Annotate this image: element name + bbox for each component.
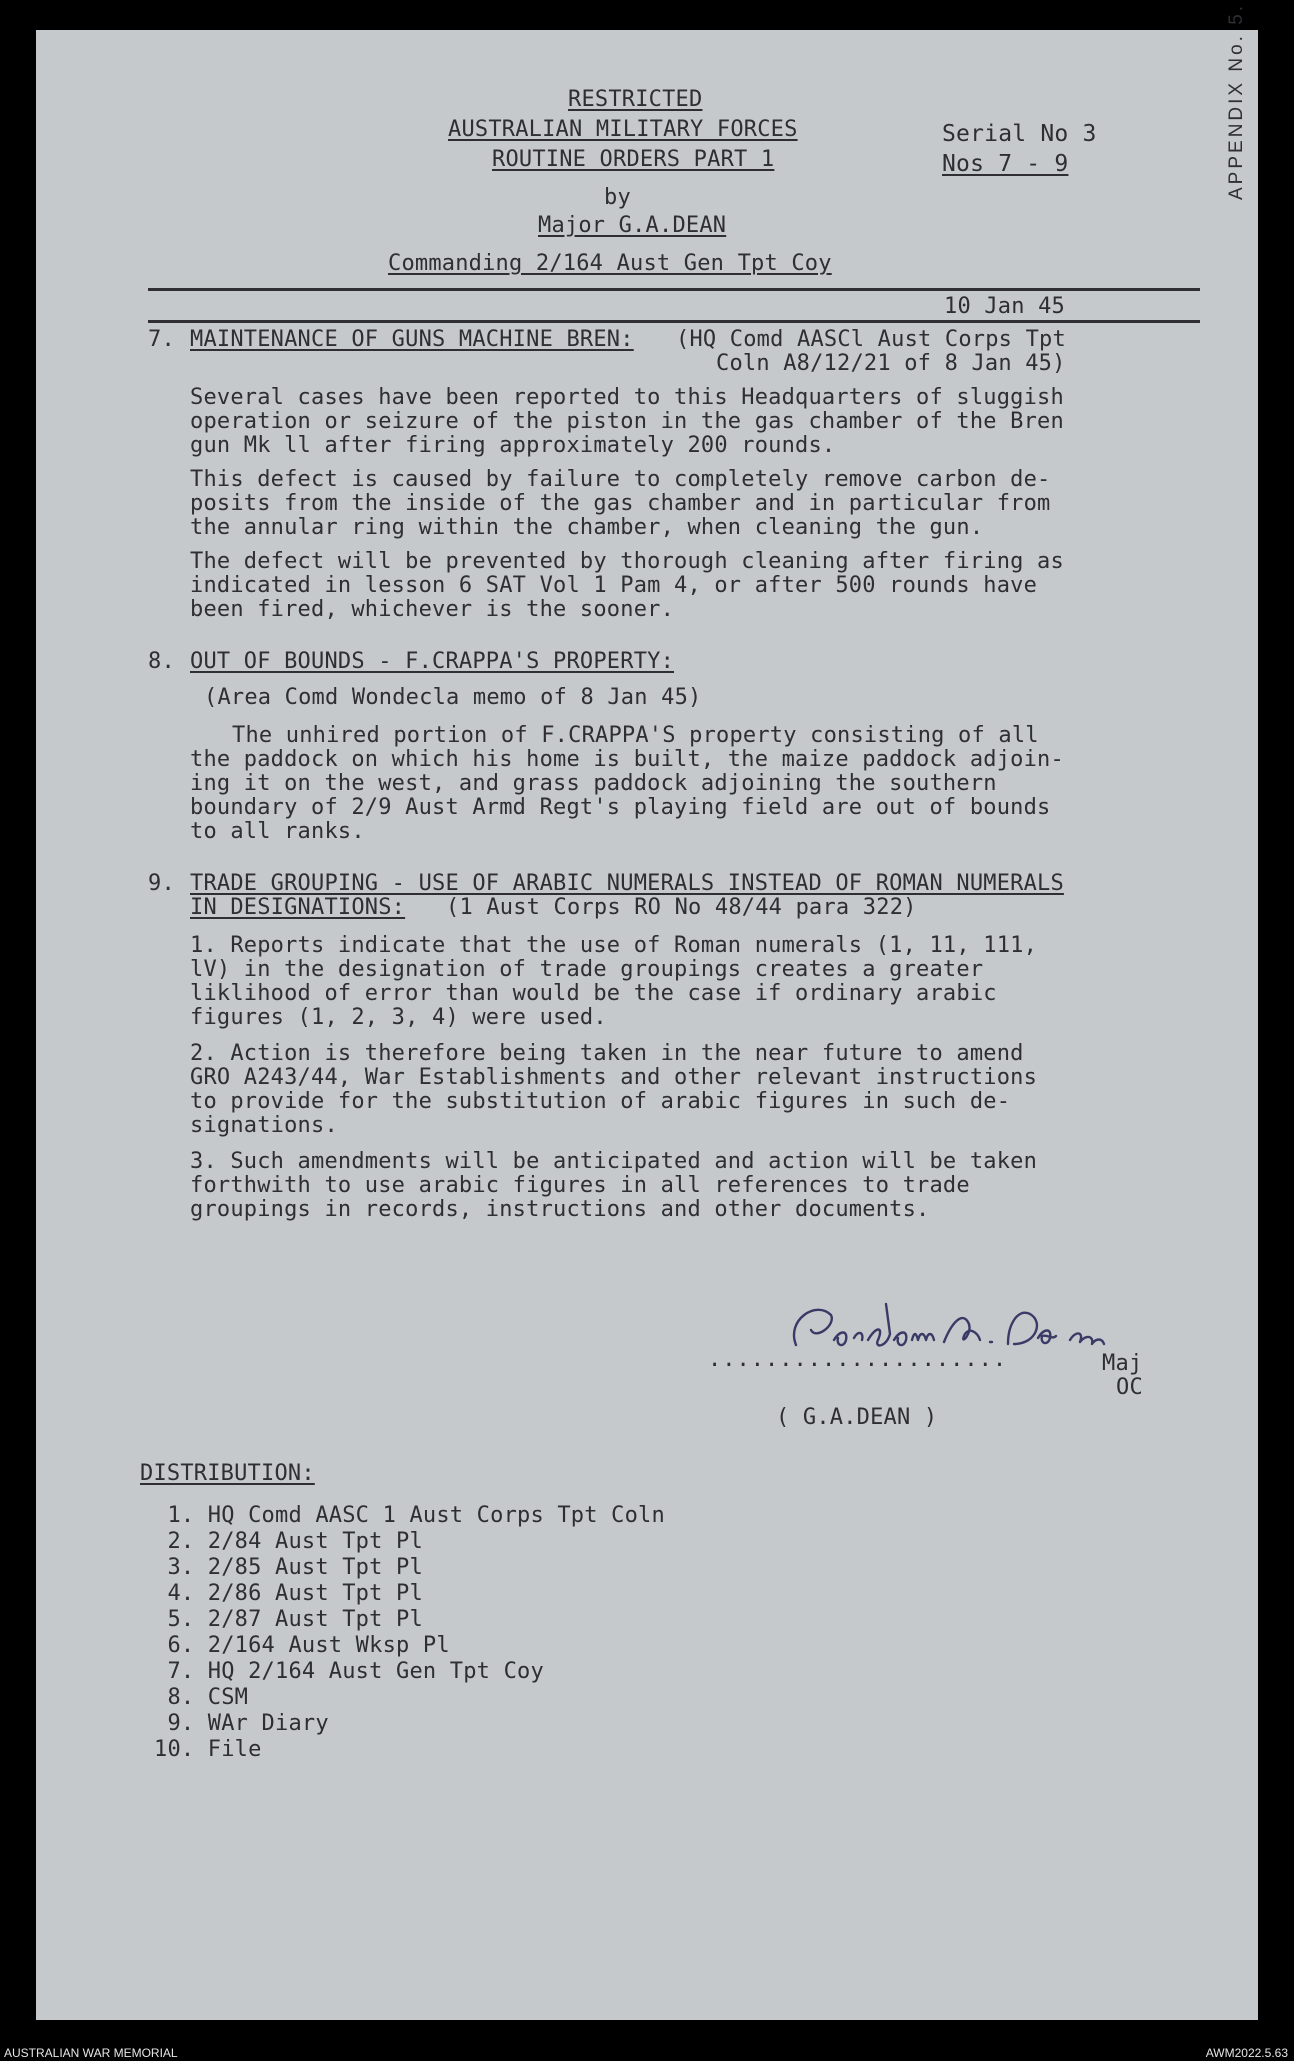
archive-credit: AUSTRALIAN WAR MEMORIAL <box>4 2046 178 2060</box>
section-8-line: ing it on the west, and grass paddock adjoining the southern <box>190 771 997 796</box>
classification-heading: RESTRICTED <box>568 87 703 112</box>
distribution-item: 10. File <box>154 1737 262 1762</box>
section-9-line: GRO A243/44, War Establishments and other relevant instructions <box>190 1065 1038 1090</box>
distribution-item: 4. 2/86 Aust Tpt Pl <box>154 1581 423 1606</box>
section-7-line: the annular ring within the chamber, when cleaning the gun. <box>190 515 984 540</box>
order-date: 10 Jan 45 <box>944 294 1066 319</box>
section-7-line: Several cases have been reported to this Headquarters of sluggish <box>190 385 1064 410</box>
section-9-title-cont: IN DESIGNATIONS: <box>190 895 406 920</box>
distribution-item: 7. HQ 2/164 Aust Gen Tpt Coy <box>154 1659 544 1684</box>
signature-dots: ..................... <box>708 1347 1008 1372</box>
section-7-number: 7. <box>148 327 175 352</box>
section-7-line: This defect is caused by failure to completely remove carbon de- <box>190 467 1051 492</box>
section-7-line: posits from the inside of the gas chamber and in particular from <box>190 491 1051 516</box>
serial-number: Serial No 3 <box>942 121 1097 147</box>
distribution-item: 2. 2/84 Aust Tpt Pl <box>154 1529 423 1554</box>
section-9-number: 9. <box>148 871 175 896</box>
section-7-line: been fired, whichever is the sooner. <box>190 597 675 622</box>
section-9-title: TRADE GROUPING - USE OF ARABIC NUMERALS INSTEAD OF ROMAN NUMERALS <box>190 871 1064 896</box>
section-8-reference: (Area Comd Wondecla memo of 8 Jan 45) <box>204 685 702 710</box>
section-9-line: to provide for the substitution of arabic figures in such de- <box>190 1089 1011 1114</box>
section-9-line: groupings in records, instructions and other documents. <box>190 1197 930 1222</box>
section-8-line: the paddock on which his home is built, the maize paddock adjoin- <box>190 747 1064 772</box>
distribution-item: 3. 2/85 Aust Tpt Pl <box>154 1555 423 1580</box>
section-9-line: forthwith to use arabic figures in all references to trade <box>190 1173 970 1198</box>
distribution-item: 9. WAr Diary <box>154 1711 329 1736</box>
section-8-line: boundary of 2/9 Aust Armd Regt's playing field are out of bounds <box>190 795 1051 820</box>
distribution-item: 8. CSM <box>154 1685 249 1710</box>
appendix-note: APPENDIX No. 5. <box>1226 2 1247 200</box>
section-7-title: MAINTENANCE OF GUNS MACHINE BREN: <box>190 327 634 352</box>
section-9-line: signations. <box>190 1113 338 1138</box>
section-7-line: The defect will be prevented by thorough cleaning after firing as <box>190 549 1064 574</box>
section-9-line: liklihood of error than would be the case if ordinary arabic <box>190 981 997 1006</box>
by-line: by <box>604 185 631 210</box>
section-9-line: 3. Such amendments will be anticipated and action will be taken <box>190 1149 1038 1174</box>
section-9-line: 1. Reports indicate that the use of Roman numerals (1, 11, 111, <box>190 933 1038 958</box>
organisation-heading: AUSTRALIAN MILITARY FORCES <box>448 117 798 142</box>
section-9-line: figures (1, 2, 3, 4) were used. <box>190 1005 607 1030</box>
section-8-line: to all ranks. <box>190 819 365 844</box>
section-7-line: indicated in lesson 6 SAT Vol 1 Pam 4, or after 500 rounds have <box>190 573 1038 598</box>
section-7-line: gun Mk ll after firing approximately 200 rounds. <box>190 433 836 458</box>
document-page <box>36 2 1258 2020</box>
signature-rank: Maj <box>1102 1351 1143 1376</box>
command-line: Commanding 2/164 Aust Gen Tpt Coy <box>388 251 832 276</box>
section-8-number: 8. <box>148 649 175 674</box>
section-7-reference: (HQ Comd AASCl Aust Corps Tpt <box>676 327 1066 352</box>
section-7-reference-cont: Coln A8/12/21 of 8 Jan 45) <box>716 351 1066 376</box>
signature-role: OC <box>1116 1375 1143 1400</box>
distribution-item: 5. 2/87 Aust Tpt Pl <box>154 1607 423 1632</box>
section-8-title: OUT OF BOUNDS - F.CRAPPA'S PROPERTY: <box>190 649 675 674</box>
section-7-line: operation or seizure of the piston in the gas chamber of the Bren <box>190 409 1064 434</box>
section-9-line: lV) in the designation of trade groupings creates a greater <box>190 957 984 982</box>
header-rule-top <box>148 288 1200 291</box>
orders-heading: ROUTINE ORDERS PART 1 <box>492 147 775 172</box>
distribution-item: 6. 2/164 Aust Wksp Pl <box>154 1633 450 1658</box>
archive-reference: AWM2022.5.63 <box>1205 2046 1288 2060</box>
header-rule-bottom <box>148 320 1200 323</box>
distribution-title: DISTRIBUTION: <box>140 1461 315 1486</box>
section-8-line: The unhired portion of F.CRAPPA'S property consisting of all <box>232 723 1039 748</box>
signature-name: ( G.A.DEAN ) <box>776 1405 938 1430</box>
order-numbers: Nos 7 - 9 <box>942 151 1069 177</box>
section-9-line: 2. Action is therefore being taken in the near future to amend <box>190 1041 1024 1066</box>
officer-line: Major G.A.DEAN <box>538 213 727 238</box>
distribution-item: 1. HQ Comd AASC 1 Aust Corps Tpt Coln <box>154 1503 665 1528</box>
section-9-reference: (1 Aust Corps RO No 48/44 para 322) <box>446 895 917 920</box>
